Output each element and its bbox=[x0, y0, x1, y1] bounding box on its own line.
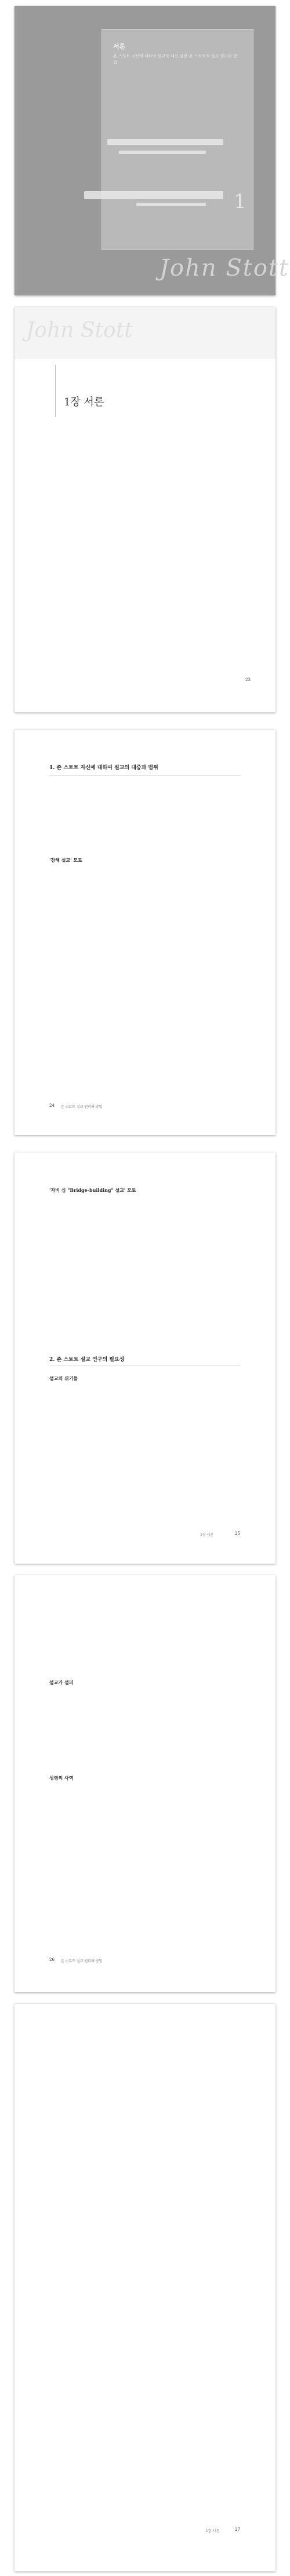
section-heading: 1. 존 스토트 자신에 대하여 설교의 대중과 범위 bbox=[49, 765, 158, 771]
running-footer: 존 스토트 설교 원리와 방법 bbox=[61, 1105, 103, 1109]
running-footer: 1장 서론 bbox=[200, 1533, 214, 1537]
running-footer: 1장 서론 bbox=[206, 2529, 220, 2533]
running-footer: 존 스토트 설교 원리와 방법 bbox=[61, 1959, 103, 1963]
page-number: 27 bbox=[235, 2527, 240, 2532]
page-26 bbox=[14, 1575, 276, 1992]
page-27 bbox=[14, 2004, 276, 2571]
cover-signature: John Stott bbox=[160, 255, 290, 281]
chapter-rule bbox=[55, 365, 56, 417]
sub-heading: 성령의 사역 bbox=[49, 1775, 74, 1781]
page-number: 26 bbox=[49, 1957, 55, 1962]
chapter-title: 1장 서론 bbox=[64, 396, 104, 408]
cover-numeral: 1 bbox=[234, 190, 246, 213]
cover-page bbox=[14, 6, 290, 295]
brush-stroke bbox=[136, 203, 206, 206]
cover-title: 서론 bbox=[113, 43, 126, 50]
page-number: 25 bbox=[235, 1531, 240, 1536]
page-number: 23 bbox=[245, 678, 251, 682]
sub-heading: 설교의 위기들 bbox=[49, 1375, 78, 1381]
page-number: 24 bbox=[49, 1103, 55, 1108]
chapter-page bbox=[14, 307, 276, 712]
cover-subtitle: 존 스토트 자신에 대하여 설교자 대신 말한 존 스토트의 설교 원리와 방법 bbox=[113, 54, 237, 65]
brush-stroke bbox=[84, 191, 223, 199]
quote-heading: '자비 심 "Bridge-building" 설교' 모토 bbox=[49, 1187, 136, 1193]
brush-stroke bbox=[119, 151, 206, 154]
sub-heading: 설교가 설피 bbox=[49, 1679, 74, 1685]
header-signature: John Stott bbox=[26, 319, 133, 342]
page-25 bbox=[14, 1152, 276, 1564]
page-24 bbox=[14, 730, 276, 1135]
sub-heading: '강해 설교' 모토 bbox=[49, 857, 82, 863]
brush-stroke bbox=[107, 139, 223, 145]
section-heading: 2. 존 스토트 설교 연구의 필요성 bbox=[49, 1357, 125, 1363]
